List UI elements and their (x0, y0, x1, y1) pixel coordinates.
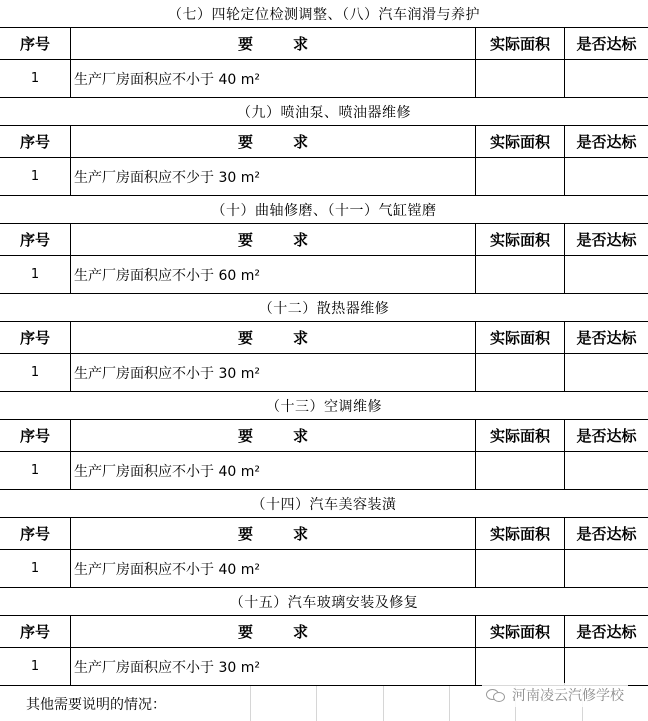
compliant-cell[interactable] (565, 648, 648, 685)
section-title: （七）四轮定位检测调整、（八）汽车润滑与养护 (0, 0, 648, 28)
section-title: （九）喷油泵、喷油器维修 (0, 98, 648, 126)
section-title: （十四）汽车美容装潢 (0, 490, 648, 518)
row-no: 1 (0, 550, 71, 587)
table-row (0, 256, 648, 294)
wechat-icon (486, 687, 506, 703)
table-row (0, 648, 648, 686)
row-requirement: 生产厂房面积应不小于 40 m² (71, 550, 476, 587)
header-no: 序号 (0, 28, 71, 59)
header-requirement: 要求 (71, 28, 476, 59)
header-row (0, 28, 648, 60)
compliant-cell[interactable] (565, 158, 648, 195)
header-compliant: 是否达标 (576, 427, 637, 445)
row-requirement: 生产厂房面积应不小于 30 m² (71, 648, 476, 685)
header-compliant: 是否达标 (576, 231, 637, 249)
header-actual-area: 实际面积 (476, 420, 565, 451)
actual-area-cell[interactable] (476, 550, 565, 587)
header-row (0, 224, 648, 256)
compliant-cell[interactable] (565, 60, 648, 97)
compliant-cell[interactable] (565, 256, 648, 293)
row-requirement: 生产厂房面积应不小于 40 m² (71, 452, 476, 489)
watermark-text: 河南凌云汽修学校 (512, 688, 624, 704)
table-row (0, 158, 648, 196)
header-compliant: 是否达标 (576, 35, 637, 53)
section-5 (0, 392, 648, 490)
compliant-cell[interactable] (565, 550, 648, 587)
header-compliant: 是否达标 (576, 525, 637, 543)
header-no: 序号 (0, 126, 71, 157)
header-actual-area: 实际面积 (476, 126, 565, 157)
header-actual-area: 实际面积 (476, 28, 565, 59)
header-requirement: 要求 (71, 518, 476, 549)
table-row (0, 60, 648, 98)
header-compliant: 是否达标 (576, 133, 637, 151)
row-requirement: 生产厂房面积应不少于 30 m² (71, 158, 476, 195)
section-7 (0, 588, 648, 686)
row-requirement: 生产厂房面积应不小于 30 m² (71, 354, 476, 391)
section-title: （十五）汽车玻璃安装及修复 (0, 588, 648, 616)
header-row (0, 518, 648, 550)
header-row (0, 322, 648, 354)
header-requirement: 要求 (71, 224, 476, 255)
section-title: （十二）散热器维修 (0, 294, 648, 322)
other-notes-label: 其他需要说明的情况： (26, 696, 166, 713)
header-requirement: 要求 (71, 420, 476, 451)
header-actual-area: 实际面积 (476, 518, 565, 549)
header-compliant: 是否达标 (576, 329, 637, 347)
section-1 (0, 0, 648, 98)
row-requirement: 生产厂房面积应不小于 40 m² (71, 60, 476, 97)
watermark (482, 683, 628, 707)
actual-area-cell[interactable] (476, 354, 565, 391)
row-no: 1 (0, 452, 71, 489)
header-row (0, 126, 648, 158)
header-no: 序号 (0, 420, 71, 451)
header-requirement: 要求 (71, 322, 476, 353)
row-no: 1 (0, 60, 71, 97)
header-compliant: 是否达标 (576, 623, 637, 641)
compliant-cell[interactable] (565, 452, 648, 489)
row-no: 1 (0, 354, 71, 391)
compliant-cell[interactable] (565, 354, 648, 391)
section-3 (0, 196, 648, 294)
header-no: 序号 (0, 518, 71, 549)
header-actual-area: 实际面积 (476, 322, 565, 353)
table-row (0, 550, 648, 588)
header-requirement: 要求 (71, 126, 476, 157)
header-no: 序号 (0, 616, 71, 647)
header-requirement: 要求 (71, 616, 476, 647)
row-no: 1 (0, 648, 71, 685)
table-row (0, 354, 648, 392)
row-requirement: 生产厂房面积应不小于 60 m² (71, 256, 476, 293)
header-row (0, 616, 648, 648)
row-no: 1 (0, 256, 71, 293)
section-6 (0, 490, 648, 588)
header-no: 序号 (0, 224, 71, 255)
header-no: 序号 (0, 322, 71, 353)
header-row (0, 420, 648, 452)
section-2 (0, 98, 648, 196)
actual-area-cell[interactable] (476, 648, 565, 685)
row-no: 1 (0, 158, 71, 195)
actual-area-cell[interactable] (476, 158, 565, 195)
section-title: （十）曲轴修磨、（十一）气缸镗磨 (0, 196, 648, 224)
header-actual-area: 实际面积 (476, 224, 565, 255)
table-row (0, 452, 648, 490)
section-title: （十三）空调维修 (0, 392, 648, 420)
section-4 (0, 294, 648, 392)
actual-area-cell[interactable] (476, 452, 565, 489)
header-actual-area: 实际面积 (476, 616, 565, 647)
actual-area-cell[interactable] (476, 256, 565, 293)
actual-area-cell[interactable] (476, 60, 565, 97)
